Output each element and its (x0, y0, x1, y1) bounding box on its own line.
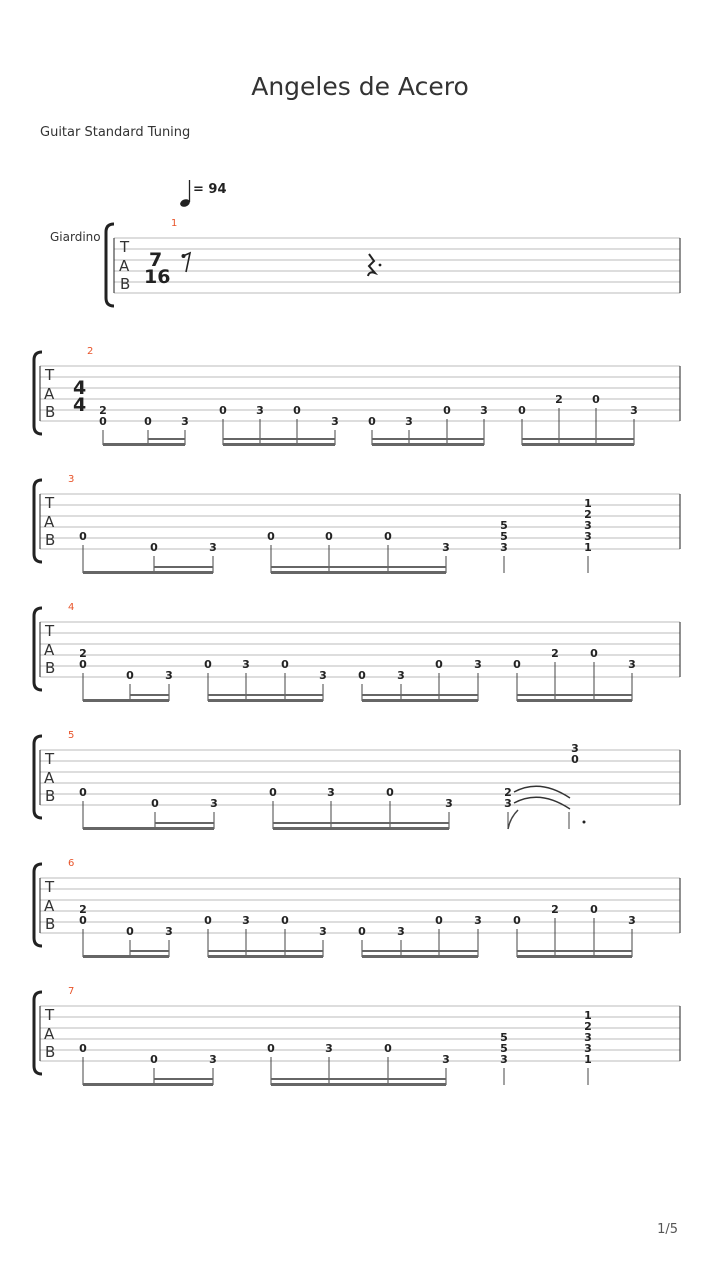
fret-number: 3 (331, 415, 339, 428)
svg-text:3: 3 (165, 669, 173, 682)
svg-text:3: 3 (584, 1042, 592, 1055)
fret-number: 3 (256, 404, 264, 417)
svg-text:0: 0 (513, 914, 521, 927)
svg-text:0: 0 (590, 903, 598, 916)
svg-text:0: 0 (281, 658, 289, 671)
svg-text:2: 2 (79, 647, 87, 660)
svg-text:3: 3 (500, 1053, 508, 1066)
svg-text:0: 0 (358, 669, 366, 682)
svg-text:0: 0 (150, 541, 158, 554)
fret-number: 0 (219, 404, 227, 417)
measure-number: 5 (68, 730, 75, 741)
svg-text:A: A (44, 1025, 55, 1043)
system-5 (34, 730, 680, 830)
svg-text:T: T (45, 494, 55, 512)
svg-text:3: 3 (319, 669, 327, 682)
svg-text:5: 5 (500, 1031, 508, 1044)
svg-text:4: 4 (73, 394, 87, 416)
svg-text:0: 0 (269, 786, 277, 799)
svg-text:0: 0 (204, 658, 212, 671)
svg-text:B: B (45, 1043, 56, 1061)
svg-text:T: T (45, 366, 55, 384)
svg-text:3: 3 (584, 519, 592, 532)
svg-text:T: T (45, 1006, 55, 1024)
track-name: Giardino (50, 230, 101, 244)
svg-text:B: B (45, 659, 56, 677)
fret-number: 3 (480, 404, 488, 417)
svg-text:1: 1 (584, 541, 592, 554)
fret-number: 0 (99, 415, 107, 428)
svg-text:3: 3 (474, 658, 482, 671)
svg-text:0: 0 (267, 530, 275, 543)
svg-text:0: 0 (435, 658, 443, 671)
svg-text:5: 5 (500, 519, 508, 532)
measure-2-notes (99, 393, 638, 446)
svg-text:2: 2 (584, 508, 592, 521)
svg-text:3: 3 (584, 530, 592, 543)
beam (522, 443, 634, 446)
svg-text:A: A (44, 897, 55, 915)
system-2 (34, 346, 680, 446)
svg-text:5: 5 (500, 530, 508, 543)
beam (223, 443, 335, 446)
svg-text:5: 5 (500, 1042, 508, 1055)
tab-letter-b: B (120, 275, 131, 293)
beam (522, 438, 634, 440)
svg-text:0: 0 (79, 530, 87, 543)
system-7 (34, 986, 680, 1086)
svg-text:3: 3 (209, 1053, 217, 1066)
svg-text:2: 2 (504, 786, 512, 799)
svg-text:B: B (45, 531, 56, 549)
fret-number: 0 (518, 404, 526, 417)
quarter-rest-icon (368, 254, 375, 276)
svg-text:1: 1 (584, 1009, 592, 1022)
fret-number: 2 (555, 393, 563, 406)
fret-number: 3 (405, 415, 413, 428)
svg-text:0: 0 (571, 753, 579, 766)
song-title: Angeles de Acero (251, 72, 469, 101)
svg-text:0: 0 (281, 914, 289, 927)
svg-text:2: 2 (551, 903, 559, 916)
svg-text:3: 3 (500, 541, 508, 554)
svg-text:0: 0 (384, 1042, 392, 1055)
svg-text:3: 3 (397, 669, 405, 682)
svg-text:3: 3 (327, 786, 335, 799)
fret-number: 0 (293, 404, 301, 417)
svg-text:0: 0 (126, 925, 134, 938)
measure-number: 4 (68, 602, 75, 613)
svg-text:0: 0 (267, 1042, 275, 1055)
svg-text:A: A (44, 513, 55, 531)
fret-number: 0 (144, 415, 152, 428)
tab-letter-a: A (119, 257, 130, 275)
svg-text:1: 1 (584, 497, 592, 510)
svg-text:T: T (45, 878, 55, 896)
svg-text:2: 2 (79, 903, 87, 916)
svg-text:B: B (45, 787, 56, 805)
measure-number: 1 (171, 218, 178, 229)
beam (223, 438, 335, 440)
tie-arc (514, 797, 570, 809)
svg-text:2: 2 (551, 647, 559, 660)
svg-text:3: 3 (325, 1042, 333, 1055)
system-4 (34, 602, 680, 702)
beam (372, 443, 484, 446)
svg-text:0: 0 (513, 658, 521, 671)
fret-number: 3 (630, 404, 638, 417)
beam (148, 438, 185, 440)
svg-text:A: A (44, 769, 55, 787)
svg-text:0: 0 (386, 786, 394, 799)
fret-number: 2 (99, 404, 107, 417)
svg-text:0: 0 (204, 914, 212, 927)
svg-text:3: 3 (571, 742, 579, 755)
svg-text:3: 3 (445, 797, 453, 810)
fret-number: 0 (368, 415, 376, 428)
measure-number: 6 (68, 858, 75, 869)
svg-text:4: 4 (73, 377, 87, 399)
page-number: 1/5 (657, 1222, 678, 1237)
beam (372, 438, 484, 440)
svg-text:3: 3 (210, 797, 218, 810)
svg-text:A: A (44, 641, 55, 659)
tab-letter-t: T (120, 238, 130, 256)
svg-text:T: T (45, 622, 55, 640)
svg-text:0: 0 (79, 786, 87, 799)
tempo-mark (179, 180, 226, 208)
svg-text:A: A (44, 385, 55, 403)
time-sig-top: 7 (149, 249, 163, 271)
svg-text:0: 0 (435, 914, 443, 927)
svg-text:3: 3 (397, 925, 405, 938)
svg-text:3: 3 (584, 1031, 592, 1044)
fret-number: 0 (592, 393, 600, 406)
svg-text:0: 0 (325, 530, 333, 543)
svg-text:0: 0 (384, 530, 392, 543)
svg-text:2: 2 (584, 1020, 592, 1033)
beam (103, 443, 185, 446)
svg-text:0: 0 (590, 647, 598, 660)
svg-text:3: 3 (628, 914, 636, 927)
svg-text:3: 3 (628, 658, 636, 671)
svg-text:3: 3 (504, 797, 512, 810)
svg-text:3: 3 (165, 925, 173, 938)
svg-text:3: 3 (442, 541, 450, 554)
fret-number: 3 (181, 415, 189, 428)
svg-text:3: 3 (242, 914, 250, 927)
measure-number: 3 (68, 474, 75, 485)
svg-text:0: 0 (150, 1053, 158, 1066)
svg-text:3: 3 (242, 658, 250, 671)
tuning-label: Guitar Standard Tuning (40, 125, 191, 140)
svg-text:0: 0 (79, 658, 87, 671)
svg-text:3: 3 (319, 925, 327, 938)
fret-number: 0 (443, 404, 451, 417)
svg-text:0: 0 (358, 925, 366, 938)
tie-arc (514, 786, 570, 798)
tempo-value: = 94 (193, 182, 227, 197)
time-sig-bottom: 16 (144, 266, 171, 288)
svg-text:3: 3 (474, 914, 482, 927)
svg-text:B: B (45, 403, 56, 421)
svg-text:0: 0 (151, 797, 159, 810)
svg-text:0: 0 (126, 669, 134, 682)
svg-text:0: 0 (79, 914, 87, 927)
svg-text:0: 0 (79, 1042, 87, 1055)
system-1 (106, 218, 680, 306)
svg-text:T: T (45, 750, 55, 768)
system-6 (34, 858, 680, 958)
measure-number: 2 (87, 346, 94, 357)
svg-text:1: 1 (584, 1053, 592, 1066)
measure-number: 7 (68, 986, 75, 997)
svg-text:B: B (45, 915, 56, 933)
system-3 (34, 474, 680, 574)
svg-text:3: 3 (442, 1053, 450, 1066)
svg-text:3: 3 (209, 541, 217, 554)
